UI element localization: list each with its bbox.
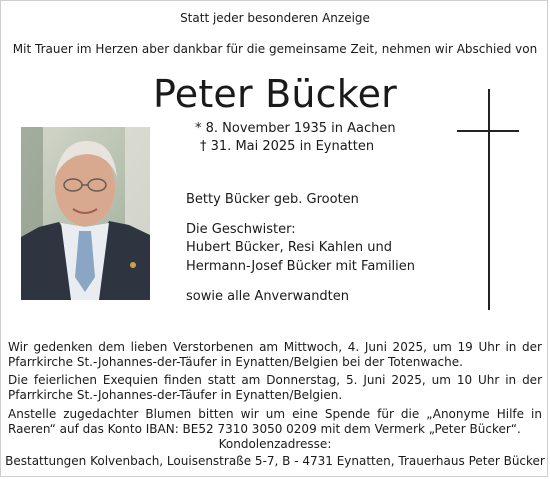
intro-line: Mit Trauer im Herzen aber dankbar für die gemeinsame Zeit, nehmen wir Abschied von	[12, 42, 538, 56]
siblings-heading: Die Geschwister:	[186, 222, 296, 237]
funeral-paragraph: Die feierlichen Exequien finden statt am Donnerstag, 5. Juni 2025, um 10 Uhr in der Pfarrkirche St.-Johannes-der-Täufer in Eynatten/Belgien.	[8, 373, 542, 402]
siblings-line: Hubert Bücker, Resi Kahlen und	[186, 240, 392, 255]
portrait-illustration	[21, 127, 150, 300]
siblings-line: Hermann-Josef Bücker mit Familien	[186, 259, 416, 274]
notice-line: Statt jeder besonderen Anzeige	[180, 11, 370, 25]
condolence-label: Kondolenzadresse:	[218, 437, 332, 451]
condolence-address: Bestattungen Kolvenbach, Louisenstraße 5-7, B - 4731 Eynatten, Trauerhaus Peter Bücker	[5, 454, 545, 468]
cross-icon-bar	[457, 130, 519, 132]
wake-paragraph: Wir gedenken dem lieben Verstorbenen am Mittwoch, 4. Juni 2025, um 19 Uhr in der Pfarrkirche St.-Johannes-der-Täufer in Eynatten/Belgien bei der Totenwache.	[8, 340, 542, 369]
cross-icon	[488, 89, 490, 310]
portrait-photo	[21, 127, 150, 300]
death-date: † 31. Mai 2025 in Eynatten	[200, 139, 375, 154]
spouse-name: Betty Bücker geb. Grooten	[186, 192, 359, 207]
donation-paragraph: Anstelle zugedachter Blumen bitten wir um eine Spende für die „Anonyme Hilfe in Raeren“ auf das Konto IBAN: BE52 7310 3050 0209 mit dem Vermerk „Peter Bücker“.	[8, 407, 542, 436]
deceased-name: Peter Bücker	[152, 72, 398, 116]
birth-date: * 8. November 1935 in Aachen	[195, 121, 396, 136]
other-relatives: sowie alle Anverwandten	[186, 289, 350, 304]
